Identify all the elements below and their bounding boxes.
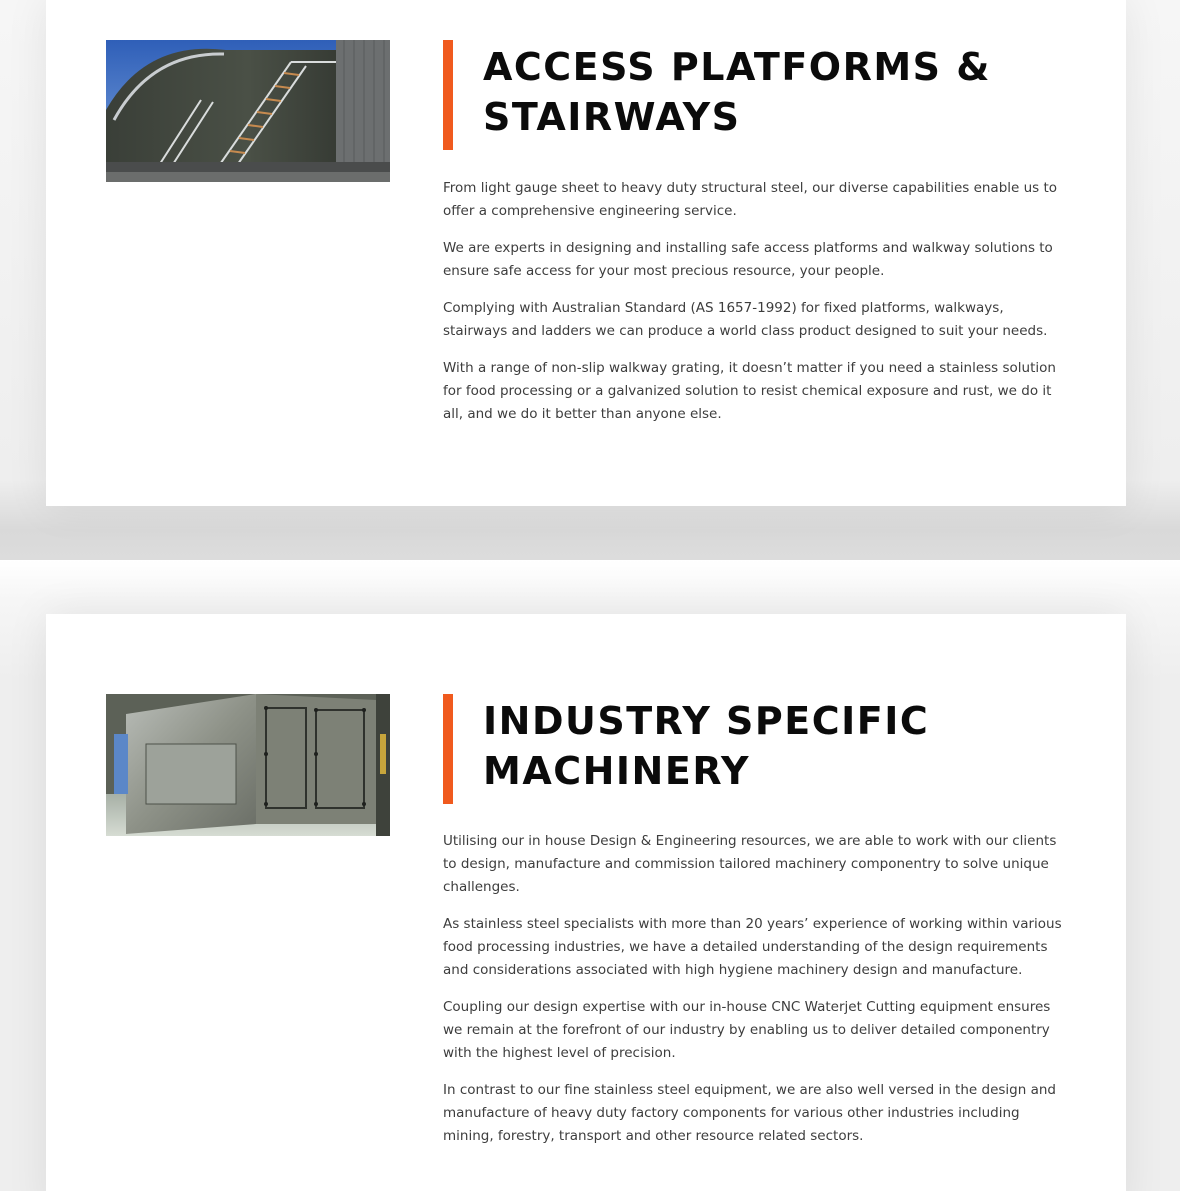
service-title: INDUSTRY SPECIFIC MACHINERY [483, 699, 930, 793]
service-description [443, 177, 1068, 440]
paragraph: From light gauge sheet to heavy duty structural steel, our diverse capabilities enable us to offer a comprehensive engineering service. [443, 180, 1058, 219]
paragraph: As stainless steel specialists with more than 20 years’ experience of working within various food processing industries, we have a detailed understanding of the design requirements and considerations associated with high hygiene machinery design and manufacture. [443, 916, 1062, 978]
machinery-photo [106, 694, 390, 836]
service-card-access-platforms [46, 0, 1126, 506]
service-heading-block [443, 694, 1083, 804]
service-description [443, 830, 1068, 1162]
service-heading-block [443, 40, 1083, 150]
service-image-stairways [106, 40, 390, 182]
paragraph: Complying with Australian Standard (AS 1657-1992) for fixed platforms, walkways, stairways and ladders we can produce a world class product designed to suit your needs. [443, 300, 1048, 339]
heading-accent-bar [443, 694, 453, 804]
heading-accent-bar [443, 40, 453, 150]
paragraph: We are experts in designing and installing safe access platforms and walkway solutions to ensure safe access for your most precious resource, your people. [443, 240, 1053, 279]
service-card-industry-machinery [46, 614, 1126, 1191]
service-image-machinery [106, 694, 390, 836]
paragraph: In contrast to our fine stainless steel equipment, we are also well versed in the design and manufacture of heavy duty factory components for various other industries including mining, forestry, transport and other resource related sectors. [443, 1082, 1056, 1144]
paragraph: With a range of non-slip walkway grating, it doesn’t matter if you need a stainless solution for food processing or a galvanized solution to resist chemical exposure and rust, we do it all, and we do it better than anyone else. [443, 360, 1056, 422]
paragraph: Utilising our in house Design & Engineering resources, we are able to work with our clients to design, manufacture and commission tailored machinery componentry to solve unique challenges. [443, 833, 1057, 895]
service-title: ACCESS PLATFORMS & STAIRWAYS [483, 45, 991, 139]
stairways-photo [106, 40, 390, 182]
paragraph: Coupling our design expertise with our in-house CNC Waterjet Cutting equipment ensures we remain at the forefront of our industry by enabling us to deliver detailed componentry with the highest level of precision. [443, 999, 1051, 1061]
